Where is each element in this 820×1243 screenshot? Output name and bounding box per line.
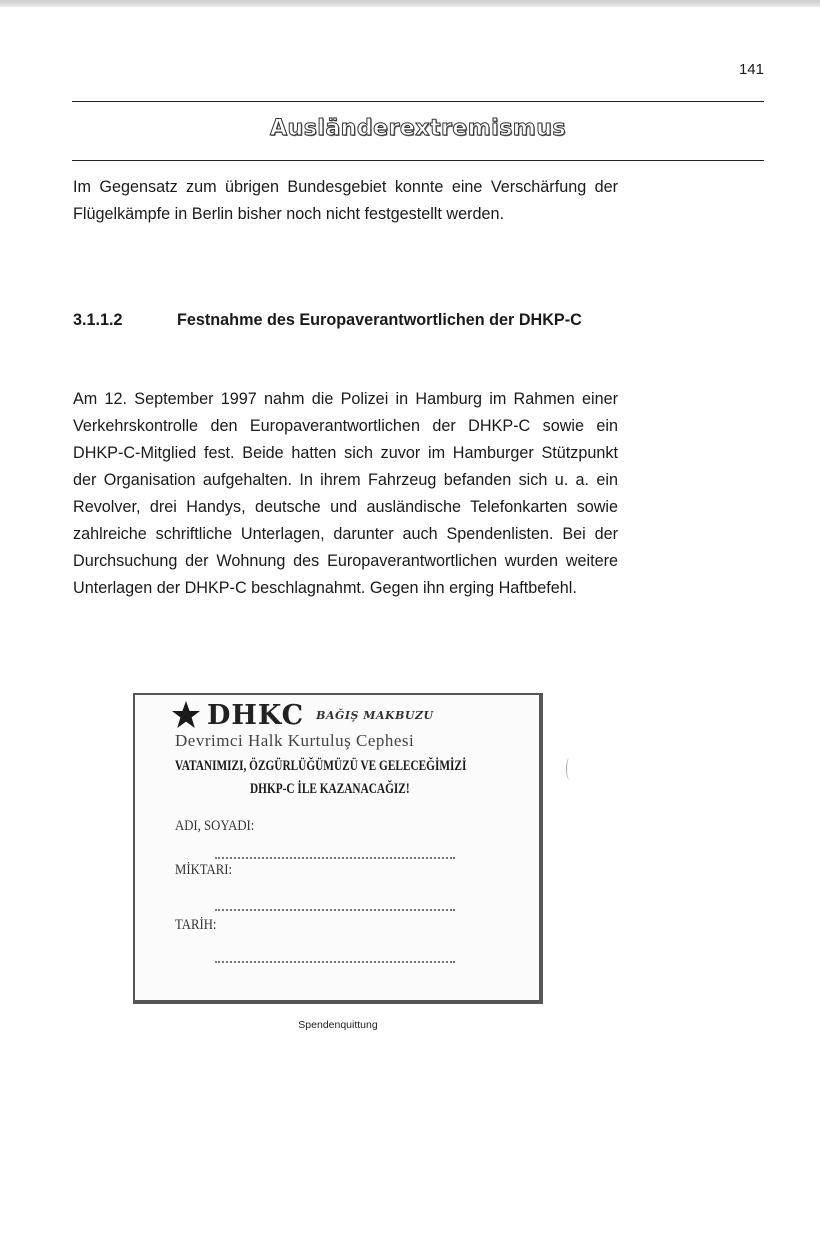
paragraph-intro: Im Gegensatz zum übrigen Bundesgebiet konnte eine Verschärfung der Flügelkämpfe in Berlin bisher noch nicht festgestellt werden. <box>73 178 618 223</box>
receipt-field-name: ADI, SOYADI: <box>175 818 255 834</box>
receipt-slogan-line1: VATANIMIZI, ÖZGÜRLÜĞÜMÜZÜ VE GELECEĞİMİZİ <box>175 758 467 774</box>
receipt-dotted-line-amount <box>215 909 455 911</box>
subheading <box>73 308 618 332</box>
receipt-field-date: TARİH: <box>175 917 217 933</box>
receipt-tag: BAĞIŞ MAKBUZU <box>316 708 434 722</box>
receipt-dotted-line-date <box>215 961 455 963</box>
subheading-text: Festnahme des Europaverantwortlichen der DHKP-C <box>177 311 582 329</box>
receipt-dotted-line-name <box>215 857 455 859</box>
page-number: 141 <box>738 61 764 78</box>
scan-top-edge <box>0 0 820 7</box>
receipt-organization: Devrimci Halk Kurtuluş Cephesi <box>175 731 415 750</box>
image-caption: Spendenquittung <box>298 1019 378 1031</box>
receipt-field-amount: MİKTARI: <box>175 862 233 878</box>
receipt-logo: DHKC <box>207 699 305 731</box>
header-rule-top <box>72 101 764 102</box>
header-rule-bottom <box>72 160 764 161</box>
donation-receipt-image <box>133 693 543 1004</box>
subheading-number: 3.1.1.2 <box>73 311 123 329</box>
receipt-header <box>171 697 434 733</box>
margin-mark <box>566 758 573 780</box>
receipt-slogan-line2: DHKP-C İLE KAZANACAĞIZ! <box>250 781 410 797</box>
section-title: Ausländerextremismus <box>270 116 566 141</box>
star-icon <box>171 700 201 730</box>
paragraph-arrest: Am 12. September 1997 nahm die Polizei in Hamburg im Rahmen einer Verkehrskontrolle den Europaverantwortlichen der DHKP-C sowie ein DHKP-C-Mitglied fest. Beide hatten sich zuvor im Hamburger Stützpunkt der Organisation aufgehalten. In ihrem Fahrzeug befanden sich u. a. ein Revolver, drei Handys, deutsche und ausländische Telefonkarten sowie zahlreiche schriftliche Unterlagen, darunter auch Spendenlisten. Bei der Durchsuchung der Wohnung des Europaverantwortlichen wurden weitere Unterlagen der DHKP-C beschlagnahmt. Gegen ihn erging Haftbefehl. <box>73 390 618 597</box>
